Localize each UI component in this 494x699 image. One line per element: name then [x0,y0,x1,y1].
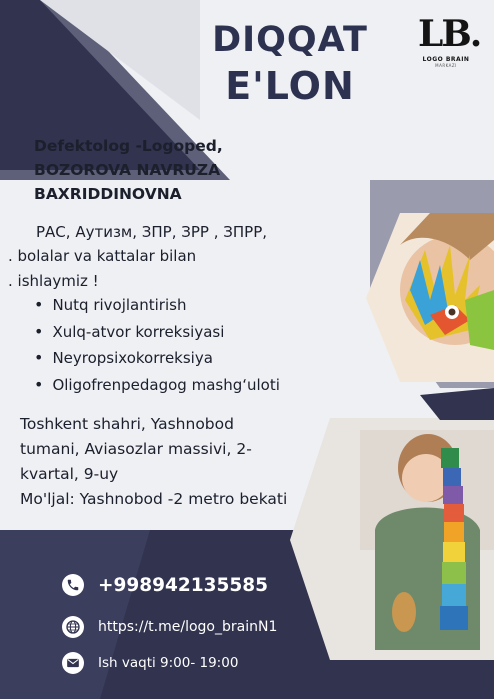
service-item: • Neyropsixokorreksiya [34,345,280,372]
telegram-link[interactable]: https://t.me/logo_brainN1 [98,619,278,635]
address-landmark: Mo'ljal: Yashnobod -2 metro bekati [20,490,288,508]
services-list [34,292,280,398]
toy-giraffe [392,592,416,632]
mid-right-navy-shape [420,388,494,420]
block-7 [442,562,466,584]
address-line-3: kvartal, 9-uy [20,465,119,483]
intro-line-3: . ishlaymiz ! [8,272,99,290]
photo-blocks [360,430,494,650]
specialist-role: Defektolog -Logoped, [34,137,223,155]
phone-contact[interactable] [62,574,268,596]
mail-icon [62,652,84,674]
block-8 [442,584,466,606]
logo-name: LOGO BRAIN [422,56,470,63]
intro-line-2: . bolalar va kattalar bilan [8,247,197,265]
specialist-name-line-1: BOZOROVA NAVRUZA [34,161,221,179]
globe-icon [62,616,84,638]
service-item: • Oligofrenpedagog mashg‘uloti [34,372,280,399]
service-item: • Nutq rivojlantirish [34,292,280,319]
block-6 [443,542,465,562]
specialist-name-line-2: BAXRIDDINOVNA [34,185,182,203]
block-1 [441,448,459,468]
block-3 [443,486,463,504]
working-hours: Ish vaqti 9:00- 19:00 [98,655,239,671]
logo-subtitle: MARKAZI [435,63,457,68]
address-block [20,412,287,512]
address-line-1: Toshkent shahri, Yashnobod [20,415,234,433]
service-item: • Xulq-atvor korreksiyasi [34,319,280,346]
hours-contact [62,652,238,674]
block-9 [440,606,468,630]
intro-line-1: РАС, Аутизм, ЗПР, ЗРР , ЗПРР, [36,223,268,241]
telegram-contact[interactable] [62,616,277,638]
phone-number[interactable]: +998942135585 [98,574,268,596]
block-5 [444,522,464,542]
block-2 [443,468,461,486]
eye-pupil [449,309,456,316]
block-4 [444,504,464,522]
address-line-2: tumani, Aviasozlar massivi, 2- [20,440,252,458]
title-line-1: DIQQAT [212,20,368,60]
specialist-block [34,134,223,206]
title-line-2: E'LON [225,64,355,108]
logo [418,13,481,68]
logo-mark: LB. [418,13,481,55]
phone-icon [62,574,84,596]
